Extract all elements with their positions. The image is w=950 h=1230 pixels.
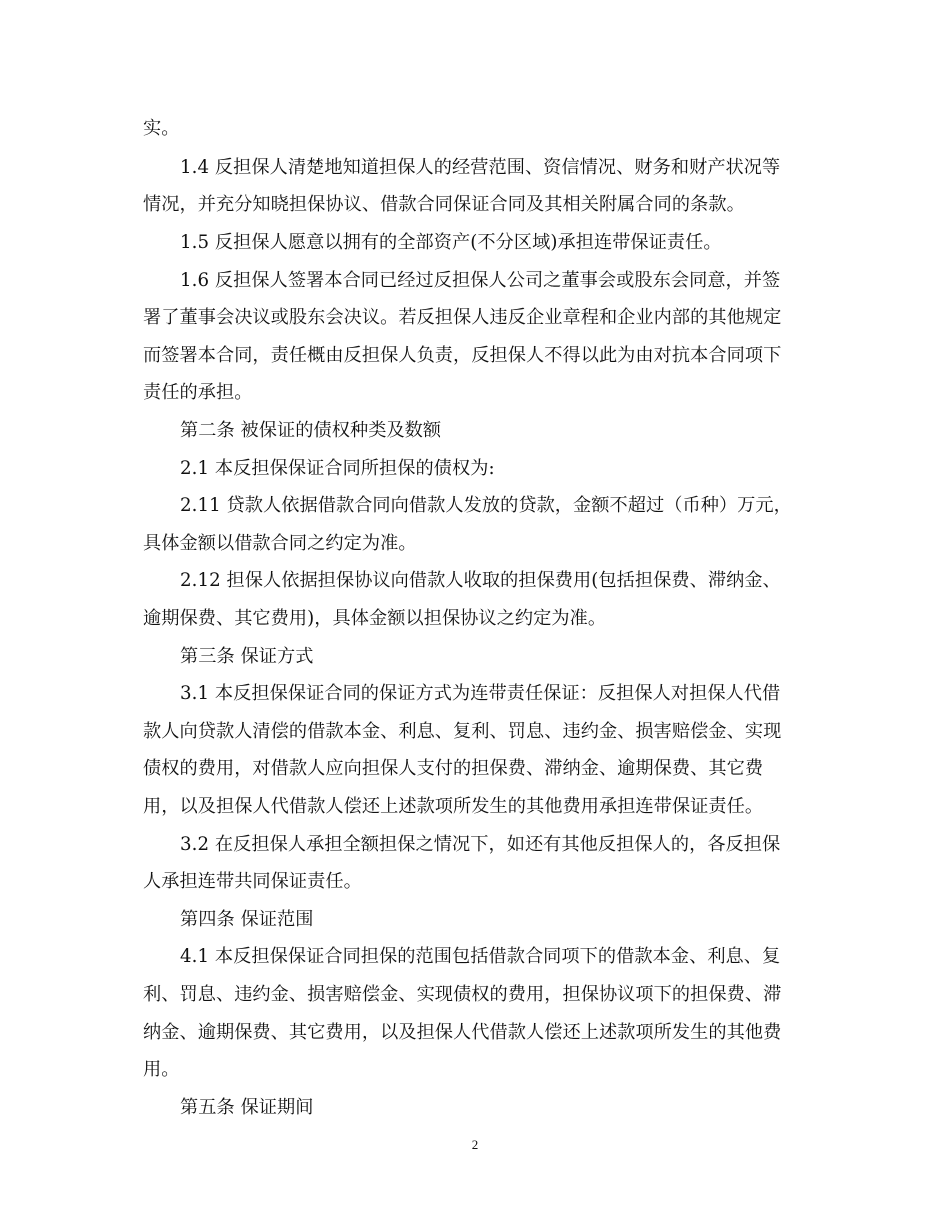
text-line: 3.2 在反担保人承担全额担保之情况下，如还有其他反担保人的，各反担保 xyxy=(180,834,781,855)
text-line: 1.4 反担保人清楚地知道担保人的经营范围、资信情况、财务和财产状况等 xyxy=(180,157,781,178)
text-line: 情况，并充分知晓担保协议、借款合同保证合同及其相关附属合同的条款。 xyxy=(143,194,745,215)
text-line: 用，以及担保人代借款人偿还上述款项所发生的其他费用承担连带保证责任。 xyxy=(143,796,764,817)
text-line: 用。 xyxy=(143,1059,180,1080)
text-line: 而签署本合同，责任概由反担保人负责，反担保人不得以此为由对抗本合同项下 xyxy=(143,345,782,366)
text-line: 2.12 担保人依据担保协议向借款人收取的担保费用(包括担保费、滞纳金、 xyxy=(180,570,781,591)
text-line: 1.6 反担保人签署本合同已经过反担保人公司之董事会或股东会同意，并签 xyxy=(180,270,781,291)
text-line: 署了董事会决议或股东会决议。若反担保人违反企业章程和企业内部的其他规定 xyxy=(143,307,782,328)
page-number: 2 xyxy=(471,1137,479,1152)
text-line: 1.5 反担保人愿意以拥有的全部资产(不分区域)承担连带保证责任。 xyxy=(180,232,722,253)
text-line: 2.1 本反担保保证合同所担保的债权为: xyxy=(180,458,495,479)
section-heading: 第四条 保证范围 xyxy=(180,909,314,930)
section-heading: 第二条 被保证的债权种类及数额 xyxy=(180,420,442,441)
text-line: 实。 xyxy=(143,118,180,139)
text-line: 纳金、逾期保费、其它费用，以及担保人代借款人偿还上述款项所发生的其他费 xyxy=(143,1022,782,1043)
text-line: 4.1 本反担保保证合同担保的范围包括借款合同项下的借款本金、利息、复 xyxy=(180,946,781,967)
text-line: 3.1 本反担保保证合同的保证方式为连带责任保证：反担保人对担保人代借 xyxy=(180,683,781,704)
text-line: 人承担连带共同保证责任。 xyxy=(143,871,362,892)
section-heading: 第五条 保证期间 xyxy=(180,1097,314,1118)
text-line: 债权的费用，对借款人应向担保人支付的担保费、滞纳金、逾期保费、其它费 xyxy=(143,758,764,779)
text-line: 具体金额以借款合同之约定为准。 xyxy=(143,533,417,554)
text-line: 责任的承担。 xyxy=(143,382,253,403)
text-line: 款人向贷款人清偿的借款本金、利息、复利、罚息、违约金、损害赔偿金、实现 xyxy=(143,721,782,742)
section-heading: 第三条 保证方式 xyxy=(180,646,314,667)
text-line: 2.11 贷款人依据借款合同向借款人发放的贷款，金额不超过（币种）万元， xyxy=(180,495,792,516)
text-line: 逾期保费、其它费用)，具体金额以担保协议之约定为准。 xyxy=(143,608,607,629)
text-line: 利、罚息、违约金、损害赔偿金、实现债权的费用，担保协议项下的担保费、滞 xyxy=(143,984,782,1005)
